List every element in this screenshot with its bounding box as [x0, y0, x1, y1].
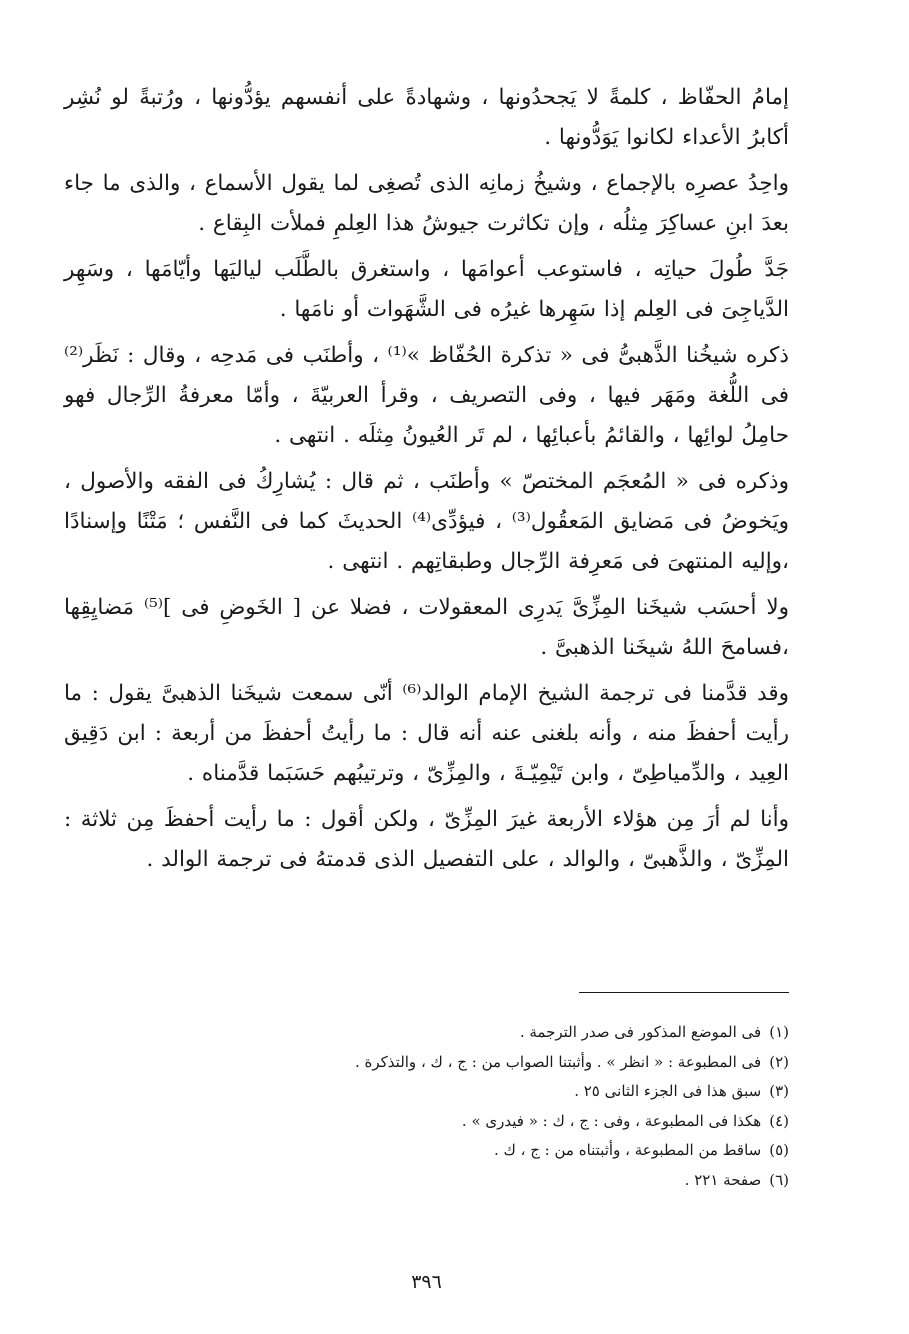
paragraph-3: جَدَّ طُولَ حياتِه ، فاستوعب أعوامَها ، واستغرق بالطَّلَب لياليَها وأيّامَها ، وسَهِر الدَّياجِىَ فى العِلم إذا سَهِرها غيرُه فى الشَّهَوات أو نامَها . — [64, 257, 789, 322]
paragraph-8: وأنا لم أرَ مِن هؤلاء الأربعة غيرَ المِزِّىّ ، ولكن أقول : ما رأيت أحفظَ مِن ثلاثة : المِزِّىّ ، والذَّهبىّ ، والوالد ، على التفصيل الذى قدمتهُ فى ترجمة الوالد . — [64, 807, 789, 872]
footnote-text: هكذا فى المطبوعة ، وفى : ج ، ك : « فيدرى » . — [461, 1111, 762, 1130]
footnote-text: فى الموضع المذكور فى صدر الترجمة . — [519, 1023, 762, 1041]
footnote-2 — [64, 1048, 789, 1078]
footnote-number: (١) — [769, 1023, 789, 1041]
book-page — [64, 78, 789, 1308]
footnotes-list — [64, 1018, 789, 1195]
page-number: ٣٩٦ — [411, 1271, 442, 1293]
footnote-number: (٢) — [769, 1052, 789, 1071]
paragraph-1: إمامُ الحفّاظ ، كلمةً لا يَجحدُونها ، وشهادةً على أنفسهم يؤدُّونها ، ورُتبةً لو نُشِر أكابرُ الأعداء لكانوا يَوَدُّونها . — [64, 85, 789, 150]
footnote-number: (٤) — [769, 1111, 789, 1130]
footnote-5 — [64, 1136, 789, 1166]
footnote-number: (٥) — [769, 1141, 789, 1159]
footnote-text: صفحة ٢٢١ . — [684, 1170, 762, 1189]
footnote-text: سبق هذا فى الجزء الثانى ٢٥ . — [574, 1082, 762, 1100]
footnote-6 — [64, 1166, 789, 1196]
footnote-3 — [64, 1077, 789, 1107]
footnote-text: ساقط من المطبوعة ، وأثبتناه من : ج ، ك . — [493, 1141, 762, 1159]
footnote-number: (٣) — [769, 1082, 789, 1100]
paragraph-7: وقد قدَّمنا فى ترجمة الشيخ الإمام الوالد⁽⁶⁾ أنّى سمعت شيخَنا الذهبىَّ يقول : ما رأيت أحفظَ منه ، وأنه بلغنى عنه أنه قال : ما رأيتُ أحفظَ من أربعة : ابن دَقِيق العِيد ، والدِّمياطِىّ ، وابن تَيْمِيّـةَ ، والمِزِّىّ ، وترتيبُهم حَسَبَما قدَّمناه . — [64, 681, 789, 786]
footnote-text: فى المطبوعة : « انظر » . وأثبتنا الصواب من : ج ، ك ، والتذكرة . — [354, 1052, 762, 1071]
paragraph-5: وذكره فى « المُعجَم المختصّ » وأطنَب ، ثم قال : يُشارِكُ فى الفقه والأصول ، ويَخوضُ فى مَضايق المَعقُول⁽³⁾ ، فيؤدِّى⁽⁴⁾ الحديثَ كما فى النَّفس ؛ مَتْنًا وإسنادًا ،وإليه المنتهىَ فى مَعرِفة الرِّجال وطبقاتِهم . انتهى . — [64, 469, 789, 574]
footnote-divider — [579, 992, 789, 993]
main-text — [64, 78, 789, 880]
paragraph-2: واحِدُ عصرِه بالإجماع ، وشيخُ زمانِه الذى تُصغِى لما يقول الأسماع ، والذى ما جاء بعدَ ابنِ عساكِرَ مِثلُه ، وإن تكاثرت جيوشُ هذا العِلمِ فملأت البِقاع . — [64, 171, 789, 236]
paragraph-4: ذكره شيخُنا الذَّهبىُّ فى « تذكرة الحُفّاظ »⁽¹⁾ ، وأطنَب فى مَدحِه ، وقال : نَظَر⁽²⁾ فى اللُّغة ومَهَر فيها ، وفى التصريف ، وقرأ العربيّةَ ، وأمّا معرفةُ الرِّجال فهو حامِلُ لوائِها ، والقائمُ بأعبائِها ، لم تَر العُيونُ مِثلَه . انتهى . — [64, 343, 789, 448]
footnote-number: (٦) — [769, 1170, 789, 1189]
footnote-1 — [64, 1018, 789, 1048]
footnote-4 — [64, 1107, 789, 1137]
paragraph-6: ولا أحسَب شيخَنا المِزِّىَّ يَدرِى المعقولات ، فضلا عن [ الخَوضِ فى ]⁽⁵⁾ مَضايِقِها ،فسامحَ اللهُ شيخَنا الذهبىَّ . — [64, 595, 789, 660]
